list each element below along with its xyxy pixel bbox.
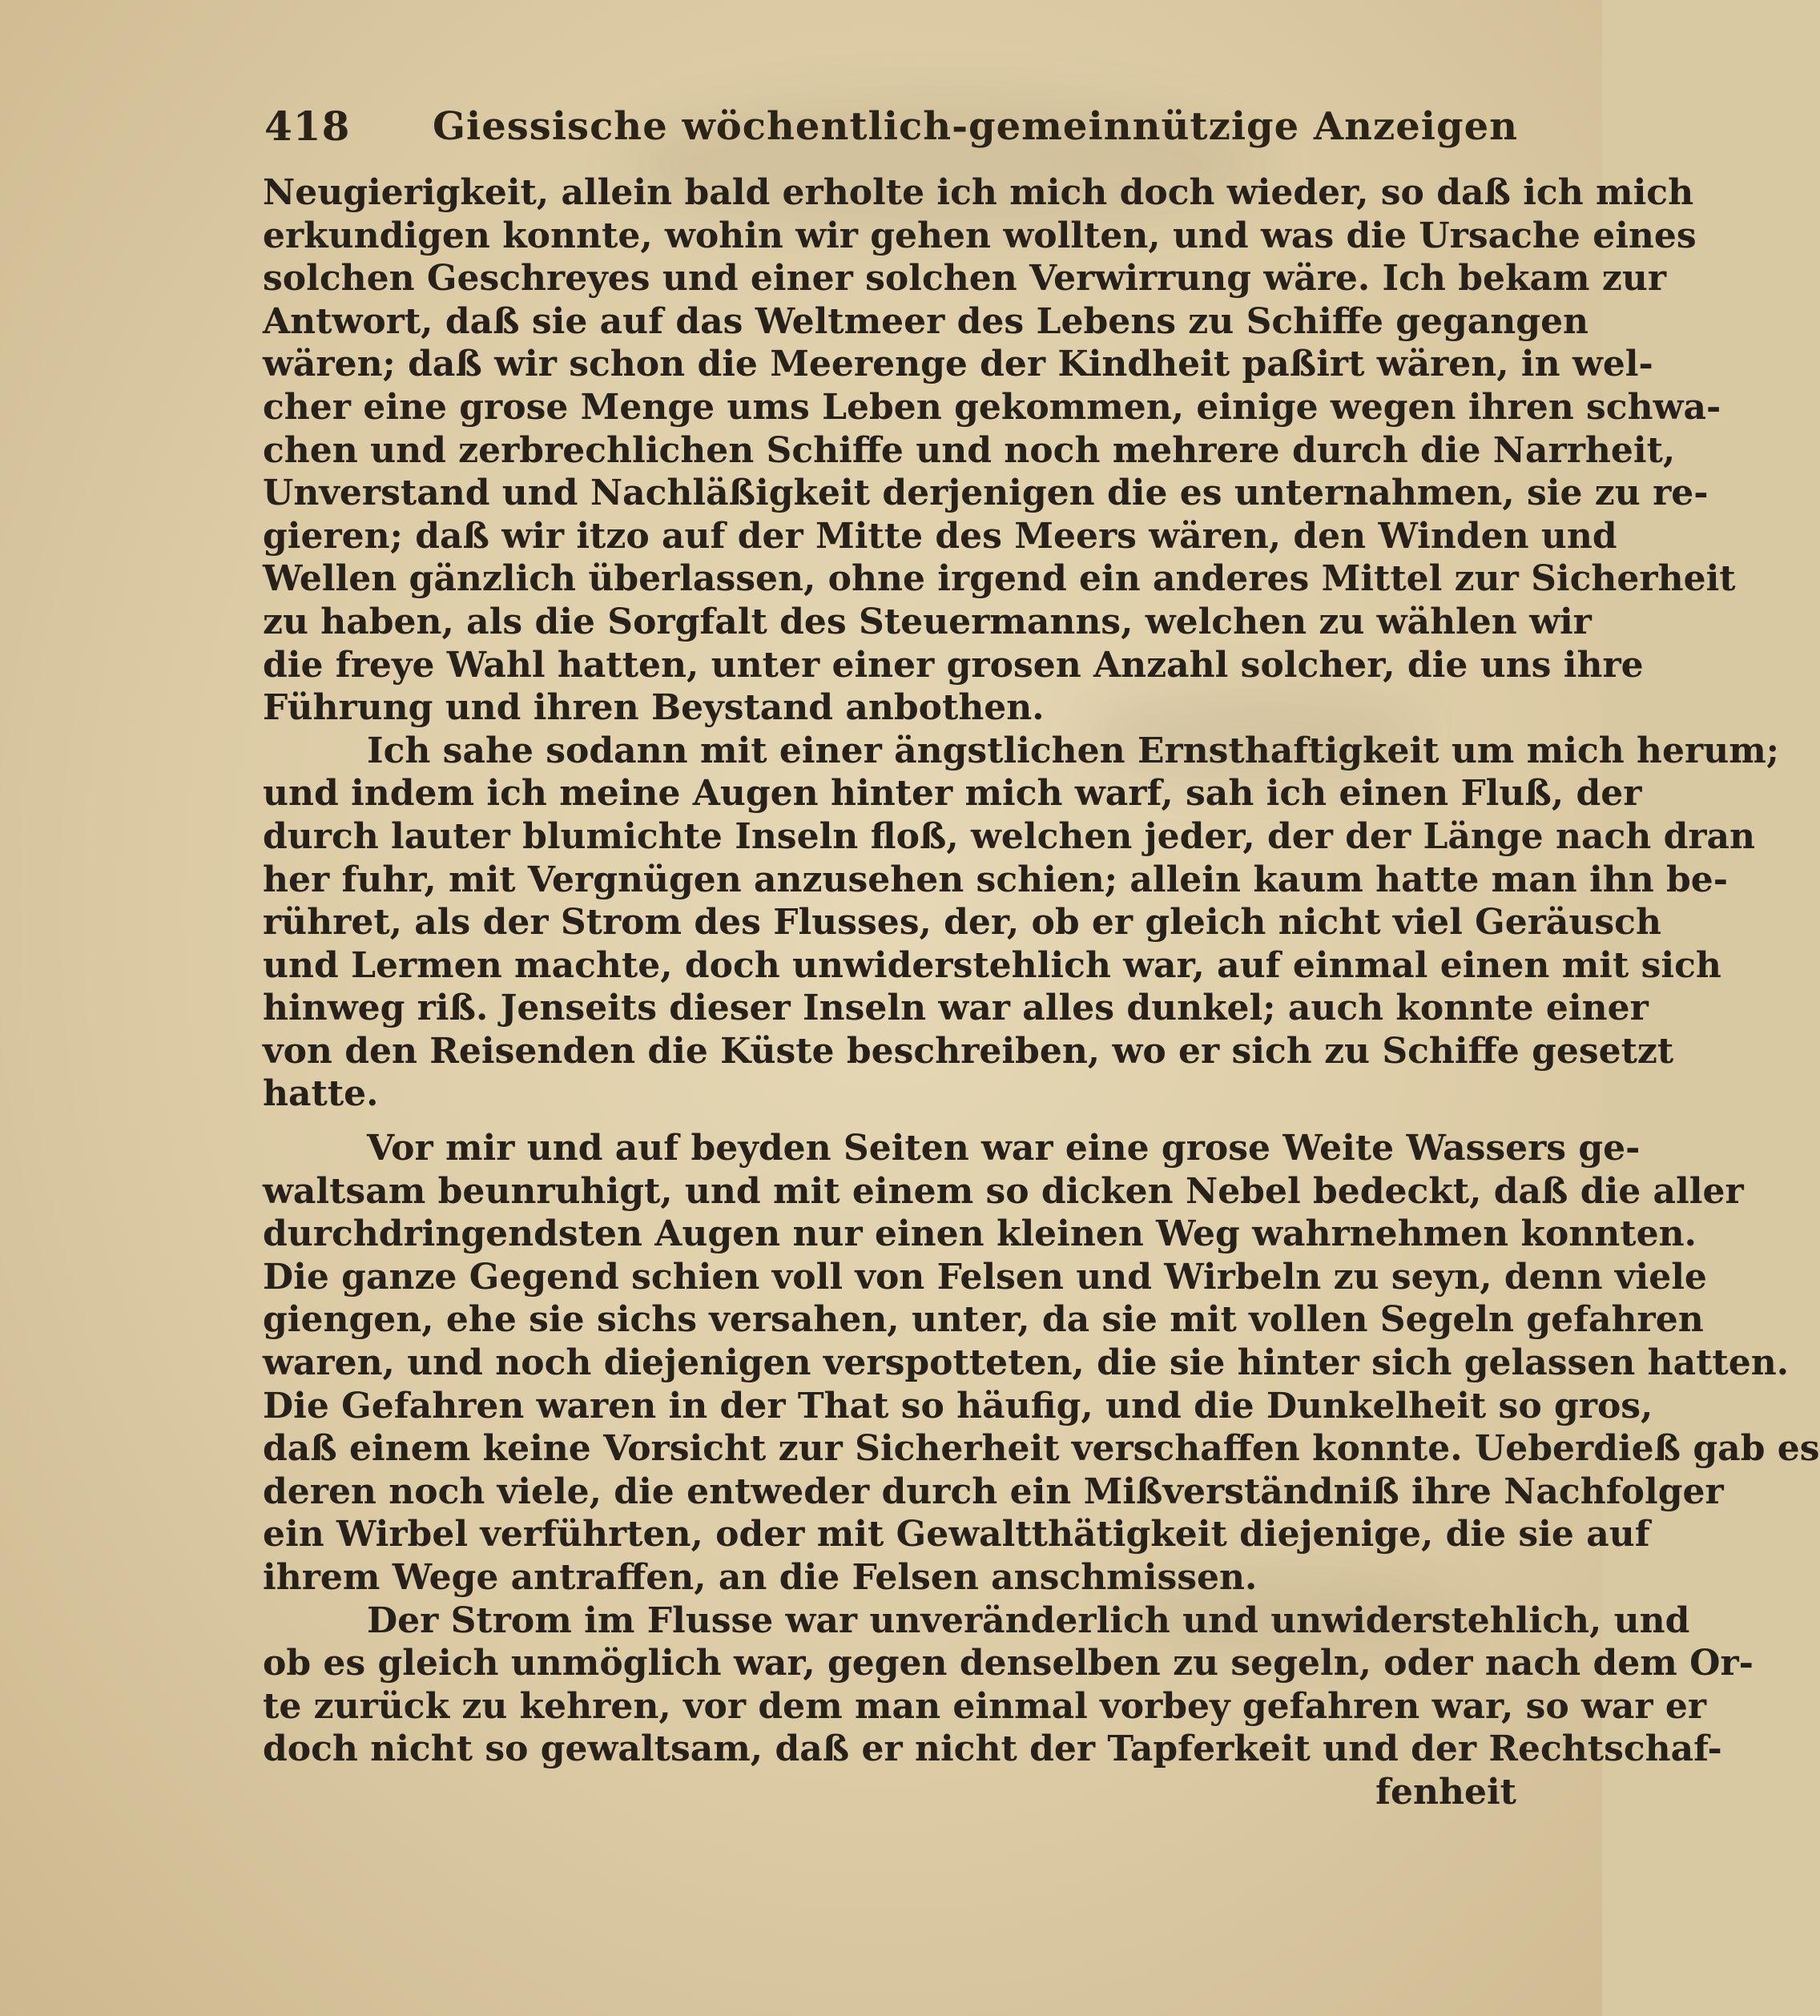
text-line: chen und zerbrechlichen Schiffe und noch mehrere durch die Narrheit,: [263, 429, 1676, 471]
body-text: [263, 171, 1820, 1814]
text-line: Antwort, daß sie auf das Weltmeer des Lebens zu Schiffe gegangen: [263, 300, 1589, 342]
text-line: rühret, als der Strom des Flusses, der, ob er gleich nicht viel Geräusch: [263, 902, 1661, 944]
text-line: giengen, ehe sie sichs versahen, unter, da sie mit vollen Segeln gefahren: [263, 1299, 1704, 1341]
text-line: hatte.: [263, 1073, 379, 1115]
text-line: und Lermen machte, doch unwiderstehlich war, auf einmal einen mit sich: [263, 944, 1721, 986]
text-line: Führung und ihren Beystand anbothen.: [263, 687, 1045, 729]
text-line: Ich sahe sodann mit einer ängstlichen Ernsthaftigkeit um mich herum;: [367, 730, 1780, 771]
text-line: durchdringendsten Augen nur einen kleinen Weg wahrnehmen konnten.: [263, 1213, 1697, 1255]
text-line: erkundigen konnte, wohin wir gehen wollten, und was die Ursache eines: [263, 215, 1697, 256]
text-line: waren, und noch diejenigen verspotteten, die sie hinter sich gelassen hatten.: [263, 1342, 1790, 1384]
text-line: ihrem Wege antraffen, an die Felsen anschmissen.: [263, 1557, 1258, 1598]
text-line: deren noch viele, die entweder durch ein Mißverständniß ihre Nachfolger: [263, 1471, 1724, 1512]
catchword: fenheit: [1375, 1771, 1516, 1813]
text-line: und indem ich meine Augen hinter mich warf, sah ich einen Fluß, der: [263, 773, 1642, 815]
running-title: Giessische wöchentlich-gemeinnützige Anzeigen: [433, 104, 1519, 149]
paragraph-gap: [263, 1116, 1516, 1127]
text-line: die freye Wahl hatten, unter einer grosen Anzahl solcher, die uns ihre: [263, 644, 1644, 686]
text-line: waltsam beunruhigt, und mit einem so dicken Nebel bedeckt, daß die aller: [263, 1170, 1744, 1212]
text-line: hinweg riß. Jenseits dieser Inseln war alles dunkel; auch konnte einer: [263, 988, 1649, 1029]
text-line: Die ganze Gegend schien voll von Felsen und Wirbeln zu seyn, denn viele: [263, 1256, 1707, 1298]
paragraph: [263, 1600, 1754, 1771]
text-line: Wellen gänzlich überlassen, ohne irgend ein anderes Mittel zur Sicherheit: [263, 558, 1736, 600]
page-number: 418: [264, 103, 351, 150]
text-line: wären; daß wir schon die Meerenge der Kindheit paßirt wären, in wel-: [263, 344, 1653, 385]
text-line: gieren; daß wir itzo auf der Mitte des Meers wären, den Winden und: [263, 515, 1617, 557]
paragraph: [263, 1127, 1820, 1600]
text-line: ein Wirbel verführten, oder mit Gewaltthätigkeit diejenige, die sie auf: [263, 1514, 1650, 1555]
text-line: Unverstand und Nachläßigkeit derjenigen die es unternahmen, sie zu re-: [263, 473, 1709, 514]
text-line: Die Gefahren waren in der That so häufig, und die Dunkelheit so gros,: [263, 1385, 1653, 1426]
text-line: von den Reisenden die Küste beschreiben, wo er sich zu Schiffe gesetzt: [263, 1030, 1674, 1072]
text-line: te zurück zu kehren, vor dem man einmal vorbey gefahren war, so war er: [263, 1685, 1707, 1727]
paragraph: [263, 730, 1780, 1116]
text-line: solchen Geschreyes und einer solchen Verwirrung wäre. Ich bekam zur: [263, 258, 1667, 300]
text-line: cher eine grose Menge ums Leben gekommen, einige wegen ihren schwa-: [263, 386, 1721, 428]
text-line: ob es gleich unmöglich war, gegen denselben zu segeln, oder nach dem Or-: [263, 1643, 1754, 1684]
text-line: Neugierigkeit, allein bald erholte ich mich doch wieder, so daß ich mich: [263, 172, 1694, 213]
text-line: Vor mir und auf beyden Seiten war eine grose Weite Wassers ge-: [367, 1128, 1641, 1169]
paragraph: [263, 171, 1736, 730]
text-line: durch lauter blumichte Inseln floß, welchen jeder, der der Länge nach dran: [263, 815, 1756, 857]
text-line: daß einem keine Vorsicht zur Sicherheit verschaffen konnte. Ueberdieß gab es: [263, 1428, 1820, 1470]
text-line: zu haben, als die Sorgfalt des Steuermanns, welchen zu wählen wir: [263, 601, 1592, 642]
text-line: doch nicht so gewaltsam, daß er nicht der Tapferkeit und der Rechtschaf-: [263, 1728, 1722, 1770]
text-line: Der Strom im Flusse war unveränderlich und unwiderstehlich, und: [367, 1600, 1690, 1641]
running-header: [264, 103, 1519, 167]
text-line: her fuhr, mit Vergnügen anzusehen schien; allein kaum hatte man ihn be-: [263, 859, 1729, 900]
